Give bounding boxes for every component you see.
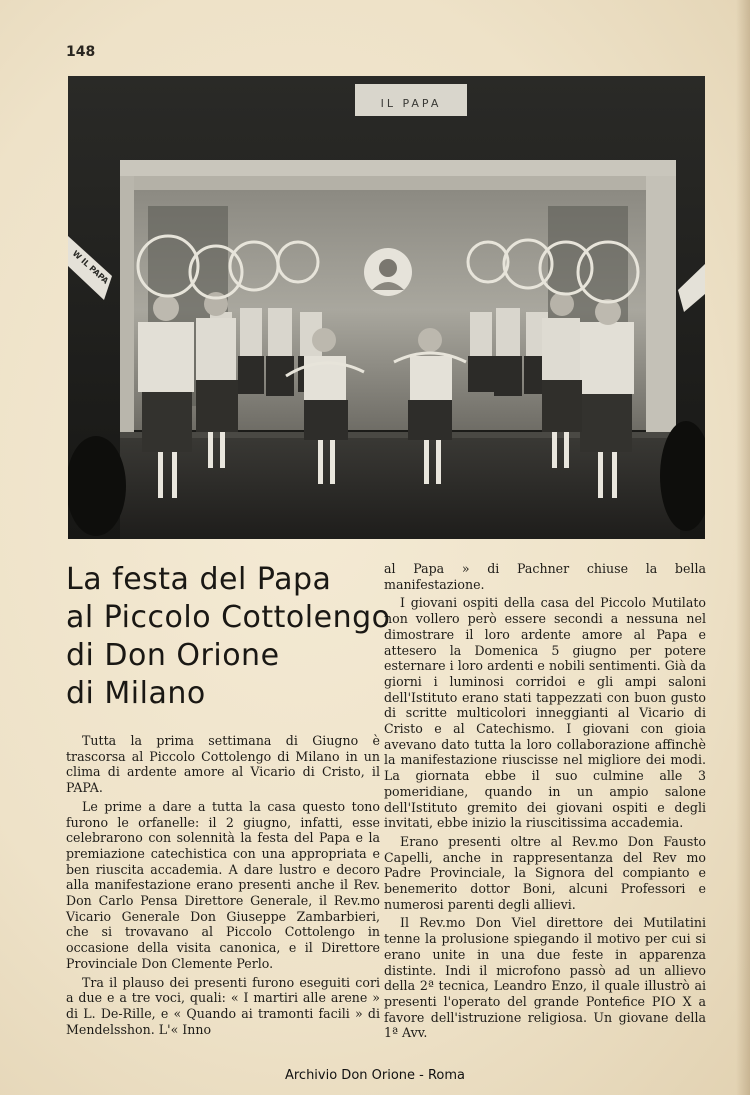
title-line: di Don Orione [66, 638, 280, 673]
page-edge-shadow [736, 0, 750, 1095]
article-column-left [66, 733, 380, 1040]
paragraph: I giovani ospiti della casa del Piccolo Mutilato non vollero però essere secondi a nessuna nel dimostrare il loro ardente amore al Papa e attesero la Domenica 5 giugno per potere esternare i loro ardenti e nobili sentimenti. Già da giorni i luminosi corridoi e gli ampi saloni dell'Istituto erano stati tappezzati con buon gusto di scritte multicolori inneggianti al Vicario di Cristo e al Catechismo. I giovani con gioia avevano dato tutta la loro collaborazione affinchè la manifestazione riuscisse nel migliore dei modi. La giornata ebbe il suo culmine alle 3 pomeridiane, quando in un ampio salone dell'Istituto gremito dei giovani ospiti e degli invitati, ebbe inizio la riuscitissima accademia. [384, 595, 706, 831]
article-title [66, 561, 391, 713]
paragraph: al Papa » di Pachner chiuse la bella manifestazione. [384, 561, 706, 592]
title-line: La festa del Papa [66, 562, 332, 597]
article-column-right [384, 561, 706, 1044]
stage-photo-drawing [68, 76, 705, 539]
paragraph: Il Rev.mo Don Viel direttore dei Mutilatini tenne la prolusione spiegando il motivo per cui si erano unite in una due feste in apparenza distinte. Indi il microfono passò ad un allievo della 2ª tecnica, Leandro Enzo, il quale illustrò ai presenti l'operato del grande Pontefice PIO X a favore dell'istruzione religiosa. Un giovane della 1ª Avv. [384, 915, 706, 1041]
paragraph: Tutta la prima settimana di Giugno è trascorsa al Piccolo Cottolengo di Milano in un clima di ardente amore al Vicario di Cristo, il PAPA. [66, 733, 380, 796]
banner-left-text: W IL PAPA [70, 248, 111, 286]
title-line: di Milano [66, 676, 206, 711]
banner-top-text: IL PAPA [380, 97, 442, 110]
paragraph: Erano presenti oltre al Rev.mo Don Fausto Capelli, anche in rappresentanza del Rev mo Padre Provinciale, la Signora del compianto e benemerito dottor Boni, alcuni Professori e numerosi parenti degli allievi. [384, 833, 706, 912]
paragraph: Le prime a dare a tutta la casa questo tono furono le orfanelle: il 2 giugno, infatti, esse celebrarono con solennità la festa del Papa e la premiazione catechistica con una appropriata e ben riuscita accademia. A dare lustro e decoro alla manifestazione erano presenti anche il Rev. Don Carlo Pensa Direttore Generale, il Rev.mo Vicario Generale Don Giuseppe Zambarbieri, che si trovavano al Piccolo Cottolengo in occasione della visita canonica, e il Direttore Provinciale Don Clemente Perlo. [66, 798, 380, 971]
paragraph: Tra il plauso dei presenti furono eseguiti cori a due e a tre voci, quali: « I martiri alle arene » di L. De-Rille, e « Quando ai tramonti facili » di Mendelsshon. L'« Inno [66, 974, 380, 1037]
page-number: 148 [66, 44, 96, 60]
stage-photo [68, 76, 705, 539]
archive-footer: Archivio Don Orione - Roma [284, 1068, 466, 1083]
title-line: al Piccolo Cottolengo [66, 600, 391, 635]
